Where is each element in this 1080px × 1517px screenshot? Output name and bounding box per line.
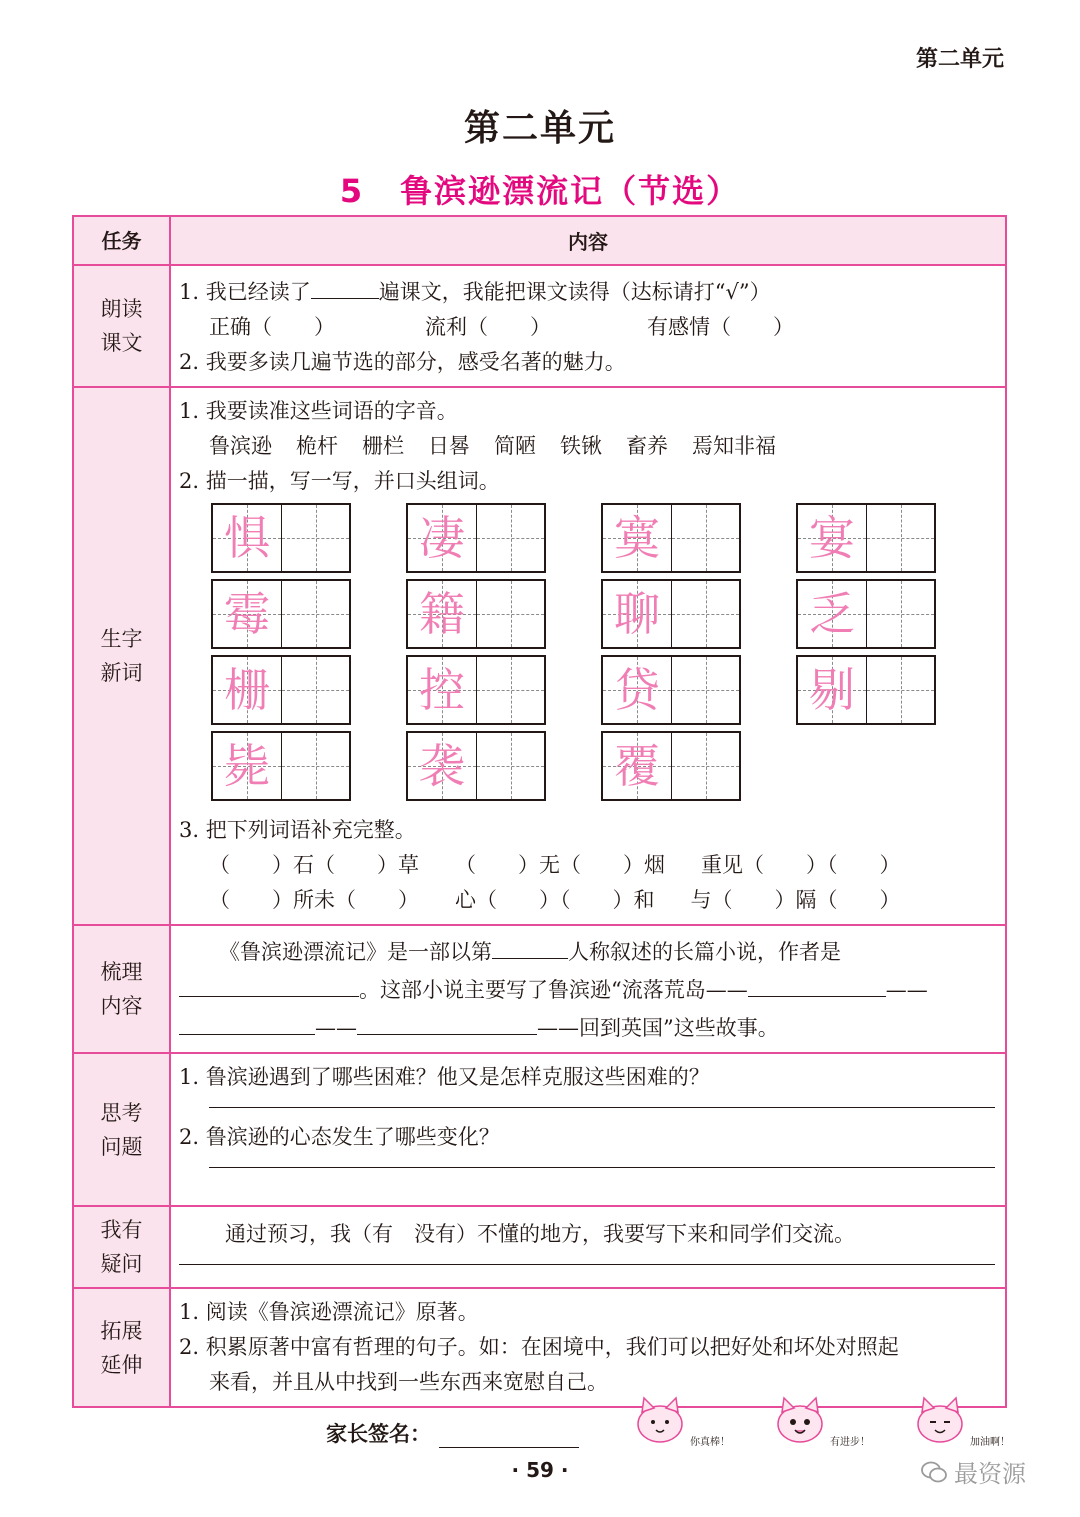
extend-item-1: 1. 阅读《鲁滨逊漂流记》原著。 bbox=[179, 1300, 479, 1324]
lesson-title bbox=[0, 166, 1080, 212]
writing-grid[interactable] bbox=[211, 731, 351, 801]
vocab-item-3: 3. 把下列词语补充完整。 bbox=[179, 818, 416, 842]
sticker-cheer: 加油啊！ bbox=[910, 1392, 1010, 1452]
writing-grid[interactable] bbox=[406, 655, 546, 725]
writing-grid[interactable] bbox=[406, 731, 546, 801]
sticker-great: 你真棒！ bbox=[630, 1392, 730, 1452]
writing-grid[interactable] bbox=[406, 579, 546, 649]
trace-character: 凄 bbox=[419, 510, 465, 565]
trace-character: 寞 bbox=[614, 510, 660, 565]
unit-title: 第二单元 bbox=[463, 108, 616, 149]
write-cell[interactable] bbox=[671, 733, 739, 799]
label-doubts: 我有 疑问 bbox=[73, 1206, 170, 1288]
page-number: · 59 · bbox=[511, 1458, 569, 1482]
trace-cell[interactable] bbox=[603, 505, 671, 571]
times-read-blank[interactable] bbox=[311, 272, 379, 299]
fill-idiom-3[interactable]: 重见（ ）（ ） bbox=[701, 853, 901, 877]
story-blank-1[interactable] bbox=[748, 970, 886, 997]
trace-cell[interactable] bbox=[408, 657, 476, 723]
trace-character: 乏 bbox=[809, 586, 855, 641]
trace-character: 霉 bbox=[224, 586, 270, 641]
option-fluent[interactable]: 流利（ ） bbox=[425, 315, 551, 339]
reading-content bbox=[170, 265, 1006, 387]
fill-idiom-1[interactable]: （ ）石（ ）草 bbox=[209, 853, 419, 877]
question-2: 2. 鲁滨逊的心态发生了哪些变化？ bbox=[179, 1125, 500, 1149]
fill-idiom-2[interactable]: （ ）无（ ）烟 bbox=[455, 853, 665, 877]
write-cell[interactable] bbox=[671, 581, 739, 647]
cat-icon bbox=[770, 1392, 834, 1448]
vocab-item-2: 2. 描一描，写一写，并口头组词。 bbox=[179, 469, 500, 493]
lesson-name: 鲁滨逊漂流记（节选） bbox=[400, 172, 741, 210]
reading-options bbox=[179, 310, 995, 345]
trace-character: 籍 bbox=[419, 586, 465, 641]
trace-character: 覆 bbox=[614, 738, 660, 793]
fill-idiom-5[interactable]: 心（ ）（ ）和 bbox=[455, 888, 655, 912]
write-cell[interactable] bbox=[476, 733, 544, 799]
character-grid bbox=[179, 503, 995, 813]
write-cell[interactable] bbox=[281, 657, 349, 723]
writing-grid[interactable] bbox=[601, 731, 741, 801]
write-cell[interactable] bbox=[866, 505, 934, 571]
row-questions bbox=[73, 1053, 1006, 1206]
label-reading: 朗读 课文 bbox=[73, 265, 170, 387]
extend-item-2-cont: 来看，并且从中找到一些东西来宽慰自己。 bbox=[209, 1370, 608, 1394]
word-list bbox=[179, 429, 995, 464]
writing-grid[interactable] bbox=[601, 503, 741, 573]
header-task: 任务 bbox=[73, 216, 170, 265]
write-cell[interactable] bbox=[476, 505, 544, 571]
running-header: 第二单元 bbox=[915, 47, 1004, 72]
fill-idiom-4[interactable]: （ ）所未（ ） bbox=[209, 888, 419, 912]
label-summary: 梳理 内容 bbox=[73, 925, 170, 1053]
vocab-word: 鲁滨逊 bbox=[209, 434, 272, 458]
trace-cell[interactable] bbox=[798, 505, 866, 571]
writing-grid[interactable] bbox=[796, 579, 936, 649]
vocab-word: 焉知非福 bbox=[692, 434, 776, 458]
signature-line[interactable] bbox=[439, 1423, 579, 1448]
label-questions: 思考 问题 bbox=[73, 1053, 170, 1206]
trace-character: 栅 bbox=[224, 662, 270, 717]
vocab-word: 简陋 bbox=[494, 434, 536, 458]
trace-cell[interactable] bbox=[603, 581, 671, 647]
watermark: 最资源 bbox=[920, 1454, 1026, 1489]
write-cell[interactable] bbox=[476, 581, 544, 647]
option-correct[interactable]: 正确（ ） bbox=[209, 315, 335, 339]
story-blank-2[interactable] bbox=[179, 1008, 315, 1035]
row-vocab bbox=[73, 387, 1006, 925]
table-header-row bbox=[73, 216, 1006, 265]
write-cell[interactable] bbox=[866, 581, 934, 647]
question-1: 1. 鲁滨逊遇到了哪些困难？他又是怎样克服这些困难的？ bbox=[179, 1065, 710, 1089]
writing-grid[interactable] bbox=[211, 503, 351, 573]
answer-line-2[interactable] bbox=[209, 1157, 995, 1168]
cat-icon bbox=[910, 1392, 974, 1448]
write-cell[interactable] bbox=[281, 733, 349, 799]
vocab-word: 畜养 bbox=[626, 434, 668, 458]
row-summary bbox=[73, 925, 1006, 1053]
label-vocab: 生字 新词 bbox=[73, 387, 170, 925]
encouragement-stickers bbox=[630, 1392, 1010, 1452]
trace-character: 控 bbox=[419, 662, 465, 717]
trace-cell[interactable] bbox=[408, 733, 476, 799]
write-cell[interactable] bbox=[671, 657, 739, 723]
summary-content: 《鲁滨逊漂流记》是一部以第 人称叙述的长篇小说，作者是 。这部小说主要写了鲁滨逊“流落荒岛—— —— —— ——回到英国”这些故事。 bbox=[170, 925, 1006, 1053]
questions-content bbox=[170, 1053, 1006, 1206]
fill-line-2 bbox=[179, 883, 995, 918]
answer-line-1[interactable] bbox=[209, 1097, 995, 1108]
row-reading bbox=[73, 265, 1006, 387]
write-cell[interactable] bbox=[671, 505, 739, 571]
wechat-icon bbox=[920, 1460, 948, 1484]
extend-content bbox=[170, 1288, 1006, 1407]
fill-line-1 bbox=[179, 848, 995, 883]
trace-character: 聊 bbox=[614, 586, 660, 641]
write-cell[interactable] bbox=[281, 505, 349, 571]
fill-idiom-6[interactable]: 与（ ）隔（ ） bbox=[690, 888, 901, 912]
write-cell[interactable] bbox=[281, 581, 349, 647]
trace-character: 惧 bbox=[224, 510, 270, 565]
row-doubts bbox=[73, 1206, 1006, 1288]
writing-grid[interactable] bbox=[601, 655, 741, 725]
person-blank[interactable] bbox=[492, 932, 568, 959]
sticker-progress: 有进步！ bbox=[770, 1392, 870, 1452]
vocab-item-1: 1. 我要读准这些词语的字音。 bbox=[179, 399, 458, 423]
label-extend: 拓展 延伸 bbox=[73, 1288, 170, 1407]
author-blank[interactable] bbox=[179, 970, 359, 997]
trace-cell[interactable] bbox=[798, 657, 866, 723]
writing-grid[interactable] bbox=[796, 503, 936, 573]
trace-cell[interactable] bbox=[603, 657, 671, 723]
trace-character: 贷 bbox=[614, 662, 660, 717]
option-emotion[interactable]: 有感情（ ） bbox=[647, 315, 794, 339]
parent-signature: 家长签名： bbox=[326, 1418, 579, 1448]
trace-cell[interactable] bbox=[213, 657, 281, 723]
trace-character: 袭 bbox=[419, 738, 465, 793]
vocab-word: 日晷 bbox=[428, 434, 470, 458]
extend-item-2: 2. 积累原著中富有哲理的句子。如：在困境中，我们可以把好处和坏处对照起 bbox=[179, 1335, 899, 1359]
vocab-word: 桅杆 bbox=[296, 434, 338, 458]
trace-character: 毙 bbox=[224, 738, 270, 793]
write-cell[interactable] bbox=[476, 657, 544, 723]
write-cell[interactable] bbox=[866, 657, 934, 723]
writing-grid[interactable] bbox=[601, 579, 741, 649]
header-content: 内容 bbox=[170, 216, 1006, 265]
doubts-text: 通过预习，我（有 没有）不懂的地方，我要写下来和同学们交流。 bbox=[225, 1222, 855, 1246]
writing-grid[interactable] bbox=[406, 503, 546, 573]
reading-item-2: 2. 我要多读几遍节选的部分，感受名著的魅力。 bbox=[179, 350, 626, 374]
vocab-word: 铁锹 bbox=[560, 434, 602, 458]
vocab-word: 栅栏 bbox=[362, 434, 404, 458]
trace-cell[interactable] bbox=[798, 581, 866, 647]
story-blank-3[interactable] bbox=[357, 1008, 537, 1035]
trace-cell[interactable] bbox=[408, 505, 476, 571]
writing-grid[interactable] bbox=[211, 655, 351, 725]
preview-task-table bbox=[72, 215, 1007, 1408]
trace-cell[interactable] bbox=[603, 733, 671, 799]
trace-cell[interactable] bbox=[408, 581, 476, 647]
lesson-number: 5 bbox=[339, 172, 365, 210]
vocab-content bbox=[170, 387, 1006, 925]
cat-icon bbox=[630, 1392, 694, 1448]
doubts-answer-line[interactable] bbox=[179, 1254, 995, 1265]
trace-cell[interactable] bbox=[213, 505, 281, 571]
trace-character: 剔 bbox=[809, 662, 855, 717]
writing-grid[interactable] bbox=[211, 579, 351, 649]
writing-grid[interactable] bbox=[796, 655, 936, 725]
doubts-content bbox=[170, 1206, 1006, 1288]
row-extend bbox=[73, 1288, 1006, 1407]
trace-cell[interactable] bbox=[213, 581, 281, 647]
trace-cell[interactable] bbox=[213, 733, 281, 799]
reading-item-1: 1. 我已经读了 遍课文，我能把课文读得（达标请打“√”） bbox=[179, 272, 995, 310]
trace-character: 宴 bbox=[809, 510, 855, 565]
